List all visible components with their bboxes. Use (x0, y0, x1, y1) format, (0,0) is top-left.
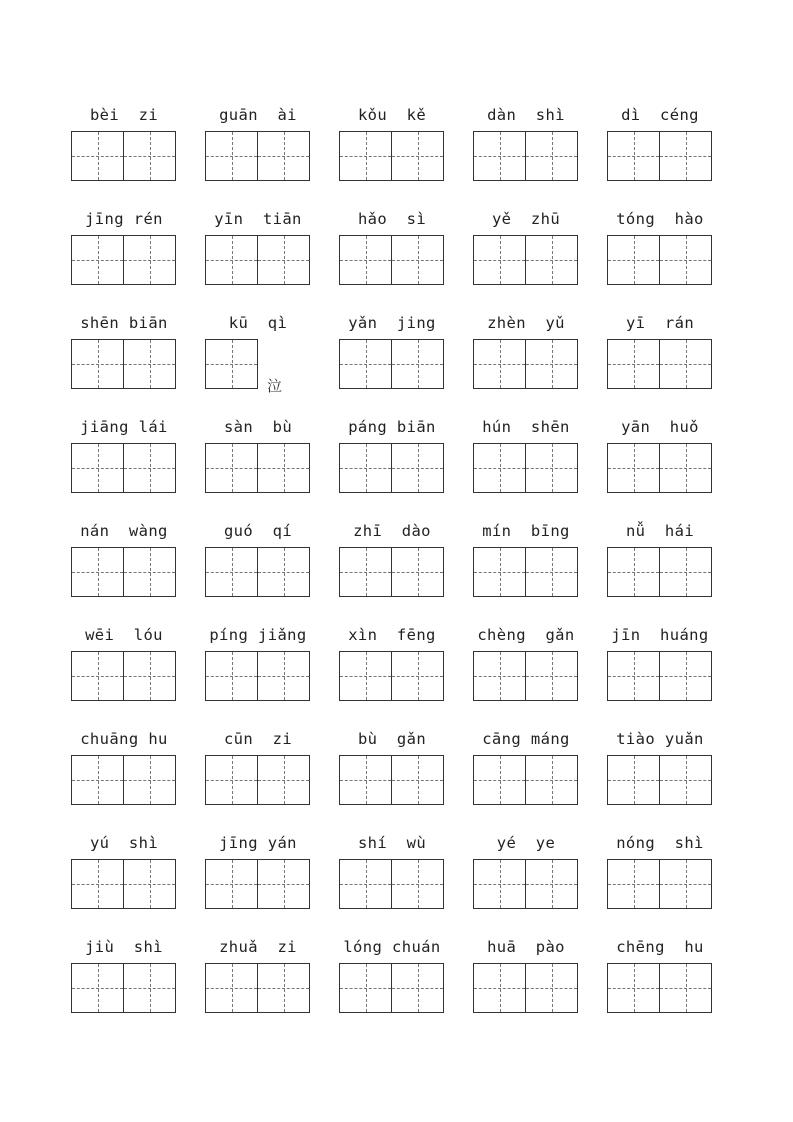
pinyin-label: jīn huáng (611, 626, 709, 644)
word-item (607, 730, 713, 826)
character-box[interactable] (71, 547, 124, 597)
character-box[interactable] (607, 443, 660, 493)
pinyin-label: mín bīng (482, 522, 570, 540)
word-item (71, 210, 177, 306)
writing-grid (607, 963, 713, 1013)
pinyin-label: chuāng hu (80, 730, 168, 748)
pinyin-label: bù gǎn (357, 730, 427, 748)
pinyin-label: zhuǎ zi (219, 938, 297, 956)
character-box[interactable] (607, 963, 660, 1013)
character-box[interactable] (257, 235, 310, 285)
given-character: 泣 (267, 377, 283, 395)
character-box[interactable] (659, 547, 712, 597)
word-item (205, 418, 311, 514)
pinyin-label: yī rán (625, 314, 695, 332)
writing-grid (473, 755, 579, 805)
pinyin-label: píng jiǎng (209, 626, 307, 644)
word-item (473, 106, 579, 202)
word-item (205, 522, 311, 618)
character-box[interactable] (607, 131, 660, 181)
writing-grid (607, 131, 713, 181)
pinyin-label: jiù shì (85, 938, 163, 956)
character-box[interactable] (473, 443, 526, 493)
pinyin-label: kǒu kě (357, 106, 427, 124)
character-box[interactable] (473, 755, 526, 805)
writing-grid (339, 131, 445, 181)
writing-grid (71, 859, 177, 909)
pinyin-label: guó qí (223, 522, 293, 540)
writing-grid (607, 755, 713, 805)
word-item (71, 730, 177, 826)
word-item (473, 418, 579, 514)
character-box[interactable] (473, 859, 526, 909)
pinyin-label: dì céng (621, 106, 699, 124)
character-box[interactable] (123, 443, 176, 493)
pinyin-label: chèng gǎn (477, 626, 575, 644)
pinyin-label: xìn fēng (348, 626, 436, 644)
writing-grid (339, 651, 445, 701)
pinyin-label: kū qì (228, 314, 288, 332)
writing-grid (473, 339, 579, 389)
word-item (205, 938, 311, 1034)
character-box[interactable] (391, 859, 444, 909)
character-box[interactable] (123, 963, 176, 1013)
character-box[interactable] (71, 963, 124, 1013)
word-item (473, 938, 579, 1034)
writing-grid (339, 859, 445, 909)
pinyin-label: nǚ hái (625, 522, 695, 540)
word-item (339, 106, 445, 202)
character-box[interactable] (659, 131, 712, 181)
character-box[interactable] (525, 131, 578, 181)
character-box[interactable] (257, 859, 310, 909)
character-box[interactable] (257, 755, 310, 805)
character-box[interactable] (607, 235, 660, 285)
character-box[interactable] (123, 131, 176, 181)
character-box[interactable] (71, 755, 124, 805)
character-box[interactable] (205, 235, 258, 285)
writing-grid (339, 755, 445, 805)
writing-grid (71, 651, 177, 701)
word-item (607, 522, 713, 618)
writing-grid (339, 547, 445, 597)
character-box[interactable] (607, 755, 660, 805)
writing-grid (473, 963, 579, 1013)
pinyin-label: yǎn jing (348, 314, 436, 332)
pinyin-label: yé ye (496, 834, 556, 852)
character-box[interactable] (659, 235, 712, 285)
character-box[interactable] (473, 339, 526, 389)
writing-grid (607, 235, 713, 285)
word-item (339, 834, 445, 930)
pinyin-label: chēng hu (616, 938, 704, 956)
character-box[interactable] (339, 651, 392, 701)
pinyin-label: jīng yán (219, 834, 297, 852)
character-box[interactable] (659, 651, 712, 701)
writing-grid (339, 235, 445, 285)
character-box[interactable] (607, 651, 660, 701)
pinyin-label: hǎo sì (357, 210, 427, 228)
character-box[interactable] (205, 651, 258, 701)
character-box[interactable] (339, 963, 392, 1013)
writing-grid (607, 443, 713, 493)
character-box[interactable] (525, 235, 578, 285)
writing-grid (607, 547, 713, 597)
pinyin-label: shēn biān (80, 314, 168, 332)
pinyin-label: yě zhū (491, 210, 561, 228)
pinyin-label: yú shì (89, 834, 159, 852)
word-item (607, 626, 713, 722)
word-item (339, 522, 445, 618)
word-item (607, 210, 713, 306)
character-box[interactable] (71, 131, 124, 181)
character-box[interactable] (339, 755, 392, 805)
character-box[interactable] (525, 859, 578, 909)
character-box[interactable] (123, 339, 176, 389)
pinyin-label: sàn bù (223, 418, 293, 436)
word-item (473, 626, 579, 722)
character-box[interactable] (205, 859, 258, 909)
character-box[interactable] (391, 755, 444, 805)
word-item (71, 314, 177, 410)
word-item (339, 314, 445, 410)
pinyin-label: hún shēn (482, 418, 570, 436)
pinyin-label: cāng máng (482, 730, 570, 748)
writing-grid (607, 651, 713, 701)
character-box[interactable] (257, 443, 310, 493)
word-item (473, 730, 579, 826)
writing-grid (205, 963, 311, 1013)
writing-grid (473, 235, 579, 285)
character-box[interactable] (391, 963, 444, 1013)
writing-grid (205, 339, 258, 389)
writing-grid (339, 443, 445, 493)
character-box[interactable] (659, 755, 712, 805)
character-box[interactable] (659, 339, 712, 389)
word-item (205, 314, 311, 410)
pinyin-label: nóng shì (616, 834, 704, 852)
character-box[interactable] (123, 547, 176, 597)
character-box[interactable] (339, 235, 392, 285)
character-box[interactable] (123, 755, 176, 805)
character-box[interactable] (607, 339, 660, 389)
writing-grid (473, 131, 579, 181)
character-box[interactable] (473, 235, 526, 285)
writing-grid (205, 651, 311, 701)
word-item (339, 938, 445, 1034)
writing-grid (607, 859, 713, 909)
writing-grid (473, 859, 579, 909)
writing-grid (339, 339, 445, 389)
character-box[interactable] (607, 547, 660, 597)
word-item (205, 210, 311, 306)
character-box[interactable] (391, 547, 444, 597)
character-box[interactable] (257, 547, 310, 597)
writing-grid (205, 755, 311, 805)
writing-grid (205, 443, 311, 493)
word-item (339, 418, 445, 514)
word-item (71, 938, 177, 1034)
writing-grid (205, 131, 311, 181)
character-box[interactable] (525, 547, 578, 597)
word-item (607, 834, 713, 930)
writing-grid (473, 443, 579, 493)
word-item (607, 418, 713, 514)
word-item (607, 106, 713, 202)
writing-grid (205, 859, 311, 909)
pinyin-label: wēi lóu (85, 626, 163, 644)
character-box[interactable] (205, 547, 258, 597)
word-item (473, 314, 579, 410)
writing-grid (71, 235, 177, 285)
writing-grid (607, 339, 713, 389)
character-box[interactable] (659, 963, 712, 1013)
character-box[interactable] (473, 131, 526, 181)
character-box[interactable] (391, 235, 444, 285)
character-box[interactable] (339, 859, 392, 909)
pinyin-label: yān huǒ (621, 418, 699, 436)
pinyin-label: páng biān (348, 418, 436, 436)
character-box[interactable] (257, 651, 310, 701)
character-box[interactable] (525, 651, 578, 701)
writing-grid (71, 443, 177, 493)
character-box[interactable] (525, 443, 578, 493)
pinyin-label: jiāng lái (80, 418, 168, 436)
pinyin-label: bèi zi (89, 106, 159, 124)
character-box[interactable] (391, 651, 444, 701)
writing-grid (473, 651, 579, 701)
pinyin-label: guān ài (219, 106, 297, 124)
character-box[interactable] (257, 131, 310, 181)
word-item (473, 210, 579, 306)
writing-grid (71, 963, 177, 1013)
word-item (71, 522, 177, 618)
character-box[interactable] (391, 443, 444, 493)
word-item (205, 106, 311, 202)
character-box[interactable] (257, 963, 310, 1013)
character-box[interactable] (659, 443, 712, 493)
character-box[interactable] (339, 547, 392, 597)
writing-grid (71, 755, 177, 805)
word-item (473, 522, 579, 618)
pinyin-label: yīn tiān (214, 210, 302, 228)
character-box[interactable] (473, 963, 526, 1013)
pinyin-label: zhī dào (353, 522, 431, 540)
character-box[interactable] (525, 755, 578, 805)
character-box[interactable] (123, 235, 176, 285)
character-box[interactable] (71, 339, 124, 389)
pinyin-label: tóng hào (616, 210, 704, 228)
character-box[interactable] (123, 859, 176, 909)
word-item (339, 730, 445, 826)
writing-grid (71, 131, 177, 181)
character-box[interactable] (339, 443, 392, 493)
character-box[interactable] (607, 859, 660, 909)
word-item (71, 418, 177, 514)
word-item (205, 626, 311, 722)
writing-grid (71, 547, 177, 597)
character-box[interactable] (205, 443, 258, 493)
character-box[interactable] (71, 859, 124, 909)
pinyin-label: dàn shì (487, 106, 565, 124)
pinyin-label: huā pào (487, 938, 565, 956)
character-box[interactable] (71, 235, 124, 285)
character-box[interactable] (123, 651, 176, 701)
writing-grid (205, 235, 311, 285)
word-item (607, 938, 713, 1034)
character-box[interactable] (525, 339, 578, 389)
pinyin-label: lóng chuán (343, 938, 441, 956)
character-box[interactable] (473, 651, 526, 701)
character-box[interactable] (339, 131, 392, 181)
pinyin-label: shí wù (357, 834, 427, 852)
character-box[interactable] (205, 339, 258, 389)
character-box[interactable] (339, 339, 392, 389)
character-box[interactable] (205, 963, 258, 1013)
word-item (71, 626, 177, 722)
character-box[interactable] (525, 963, 578, 1013)
character-box[interactable] (659, 859, 712, 909)
word-item (205, 834, 311, 930)
writing-grid (339, 963, 445, 1013)
pinyin-label: tiào yuǎn (616, 730, 704, 748)
character-box[interactable] (391, 131, 444, 181)
word-item (473, 834, 579, 930)
writing-grid (473, 547, 579, 597)
word-item (339, 626, 445, 722)
word-item (71, 106, 177, 202)
character-box[interactable] (473, 547, 526, 597)
pinyin-label: nán wàng (80, 522, 168, 540)
character-box[interactable] (71, 651, 124, 701)
word-item (205, 730, 311, 826)
writing-grid (205, 547, 311, 597)
word-item (339, 210, 445, 306)
character-box[interactable] (205, 755, 258, 805)
character-box[interactable] (71, 443, 124, 493)
word-item (71, 834, 177, 930)
character-box[interactable] (205, 131, 258, 181)
pinyin-label: cūn zi (223, 730, 293, 748)
pinyin-label: zhèn yǔ (487, 314, 565, 332)
pinyin-label: jīng rén (85, 210, 163, 228)
word-item (607, 314, 713, 410)
character-box[interactable] (391, 339, 444, 389)
writing-grid (71, 339, 177, 389)
